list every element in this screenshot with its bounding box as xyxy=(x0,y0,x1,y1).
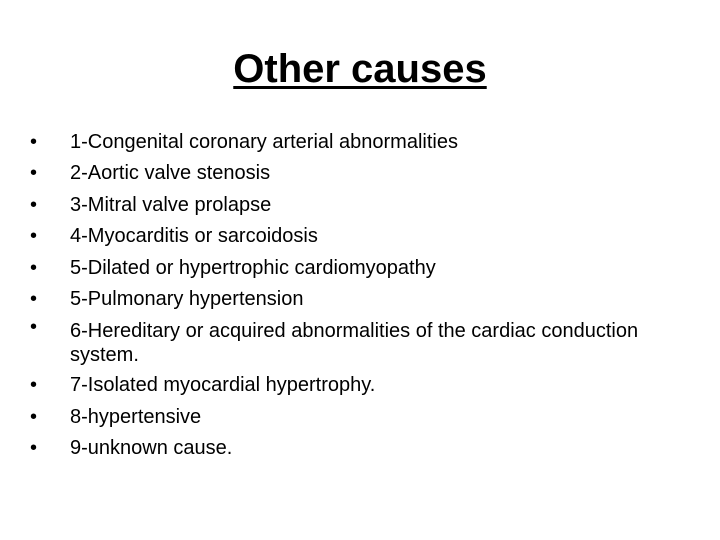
bullet-icon: • xyxy=(30,437,38,460)
list-item-text: 7-Isolated myocardial hypertrophy. xyxy=(70,374,376,397)
list-item xyxy=(30,402,690,433)
list-item xyxy=(30,253,690,284)
list-item-text: 5-Dilated or hypertrophic cardiomyopathy xyxy=(70,256,436,279)
bullet-icon: • xyxy=(30,162,38,185)
list-item xyxy=(30,221,690,252)
bullet-icon: • xyxy=(30,288,38,311)
bullet-icon: • xyxy=(30,193,38,216)
list-item-text: 6-Hereditary or acquired abnormalities of the cardiac conduction system. xyxy=(70,320,639,367)
list-item-text: 1-Congenital coronary arterial abnormalities xyxy=(70,131,458,153)
slide-title: Other causes xyxy=(233,47,487,91)
list-item-text: 5-Pulmonary hypertension xyxy=(70,288,304,311)
list-item-text: 4-Myocarditis or sarcoidosis xyxy=(70,225,318,248)
list-item-text: 8-hypertensive xyxy=(70,405,202,428)
bullet-icon: • xyxy=(30,374,38,397)
list-item-text: 2-Aortic valve stenosis xyxy=(70,162,271,185)
list-item-text: 3-Mitral valve prolapse xyxy=(70,193,272,216)
list-item-text: 9-unknown cause. xyxy=(70,437,233,460)
bullet-list xyxy=(30,127,690,465)
list-item xyxy=(30,284,690,315)
list-item xyxy=(30,190,690,221)
list-item xyxy=(30,433,690,464)
bullet-icon: • xyxy=(30,131,38,153)
bullet-icon: • xyxy=(30,225,38,248)
bullet-icon: • xyxy=(30,256,38,279)
list-item xyxy=(30,370,690,401)
bullet-icon: • xyxy=(30,405,38,428)
bullet-icon: • xyxy=(30,316,38,339)
list-item xyxy=(30,158,690,189)
list-item xyxy=(30,315,690,370)
list-item xyxy=(30,127,690,158)
